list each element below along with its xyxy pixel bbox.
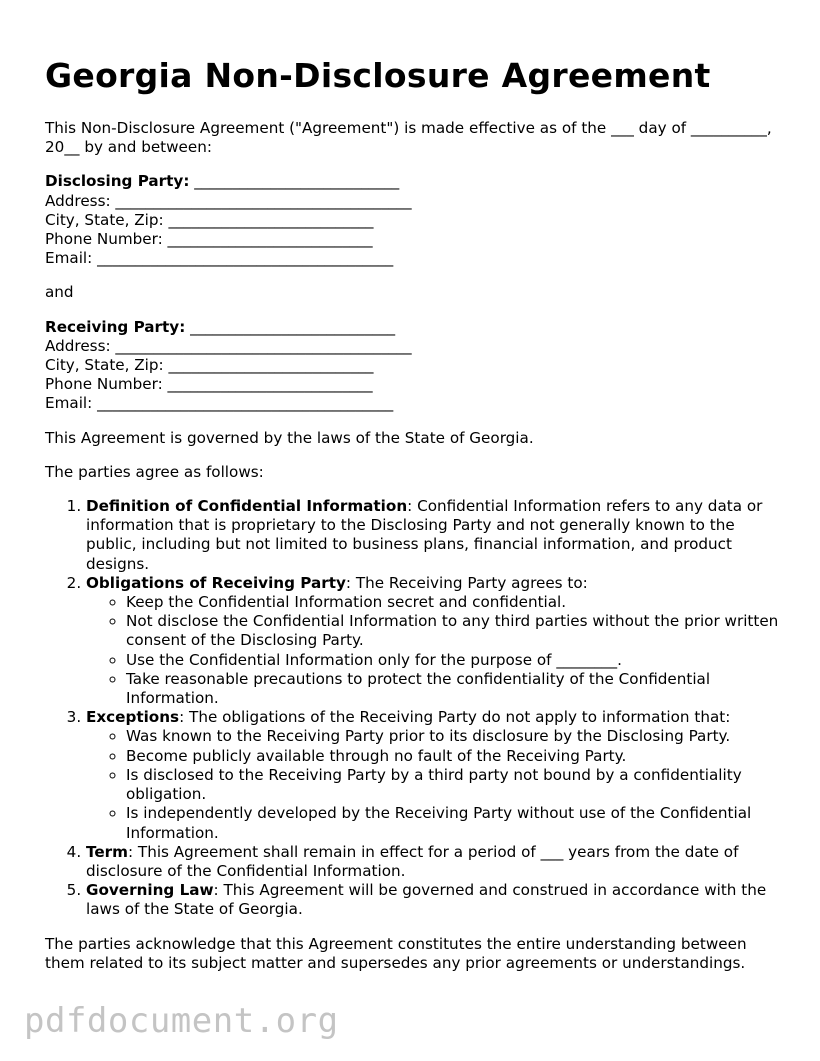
section-item bbox=[86, 881, 785, 919]
disclosing-party-block bbox=[45, 172, 785, 268]
document-title: Georgia Non-Disclosure Agreement bbox=[45, 56, 711, 95]
section-text: : This Agreement shall remain in effect for a period of ___ years from the date of disclosure of the Confidential Information. bbox=[86, 842, 739, 880]
closing-paragraph: The parties acknowledge that this Agreement constitutes the entire understanding between them related to its subject matter and supersedes any prior agreements or understandings. bbox=[45, 934, 747, 972]
disclosing-city-line: City, State, Zip: ___________________________ bbox=[45, 210, 374, 229]
receiving-email-line: Email: _______________________________________ bbox=[45, 394, 394, 413]
section-item bbox=[86, 497, 785, 574]
obligations-list bbox=[86, 593, 785, 708]
disclosing-party-blank: ___________________________ bbox=[189, 172, 400, 191]
section-heading: Obligations of Receiving Party bbox=[86, 573, 346, 592]
list-item: ◦ Is independently developed by the Receiving Party without use of the Confidential Information. bbox=[126, 804, 785, 842]
section-item bbox=[86, 843, 785, 881]
section-text: : Confidential Information refers to any data or information that is proprietary to the Disclosing Party and not generally known to the public, including but not limited to business plans, financial information, and product designs. bbox=[86, 497, 763, 573]
document-page bbox=[45, 56, 785, 973]
list-item: ◦ Keep the Confidential Information secret and confidential. bbox=[126, 593, 785, 612]
disclosing-party-label: Disclosing Party: bbox=[45, 172, 190, 191]
receiving-party-label: Receiving Party: bbox=[45, 317, 186, 336]
section-heading: Exceptions bbox=[86, 708, 180, 727]
and-text: and bbox=[45, 283, 74, 302]
section-text: : The Receiving Party agrees to: bbox=[345, 573, 588, 592]
list-item: ◦ Take reasonable precautions to protect the confidentiality of the Confidential Information. bbox=[126, 670, 785, 708]
disclosing-email-line: Email: _______________________________________ bbox=[45, 249, 394, 268]
list-item: ◦ Was known to the Receiving Party prior to its disclosure by the Disclosing Party. bbox=[126, 727, 785, 746]
watermark-text: pdfdocument.org bbox=[24, 1001, 339, 1041]
sections-list bbox=[45, 497, 785, 919]
disclosing-address-line: Address: _______________________________________ bbox=[45, 191, 412, 210]
exceptions-list bbox=[86, 727, 785, 842]
receiving-party-blank: ___________________________ bbox=[185, 317, 396, 336]
receiving-party-line bbox=[45, 318, 785, 337]
section-heading: Governing Law bbox=[86, 881, 214, 900]
disclosing-party-line bbox=[45, 172, 785, 191]
section-item bbox=[86, 708, 785, 842]
list-item: ◦ Become publicly available through no fault of the Receiving Party. bbox=[126, 747, 785, 766]
section-heading: Term bbox=[86, 842, 128, 861]
receiving-phone-line: Phone Number: ___________________________ bbox=[45, 375, 373, 394]
intro-paragraph: This Non-Disclosure Agreement ("Agreement") is made effective as of the ___ day of __________, 20__ by and between: bbox=[45, 119, 772, 157]
list-item: ◦ Not disclose the Confidential Information to any third parties without the prior written consent of the Disclosing Party. bbox=[126, 612, 785, 650]
section-text: : The obligations of the Receiving Party do not apply to information that: bbox=[179, 708, 731, 727]
agree-paragraph: The parties agree as follows: bbox=[45, 462, 264, 481]
list-item: ◦ Use the Confidential Information only for the purpose of ________. bbox=[126, 651, 785, 670]
list-item: ◦ Is disclosed to the Receiving Party by a third party not bound by a confidentiality obligation. bbox=[126, 766, 785, 804]
governed-paragraph: This Agreement is governed by the laws of the State of Georgia. bbox=[45, 428, 534, 447]
section-text: : This Agreement will be governed and construed in accordance with the laws of the State of Georgia. bbox=[86, 881, 767, 919]
section-item bbox=[86, 574, 785, 708]
section-heading: Definition of Confidential Information bbox=[86, 497, 408, 516]
disclosing-phone-line: Phone Number: ___________________________ bbox=[45, 230, 373, 249]
receiving-city-line: City, State, Zip: ___________________________ bbox=[45, 356, 374, 375]
receiving-party-block bbox=[45, 318, 785, 414]
receiving-address-line: Address: _______________________________________ bbox=[45, 336, 412, 355]
